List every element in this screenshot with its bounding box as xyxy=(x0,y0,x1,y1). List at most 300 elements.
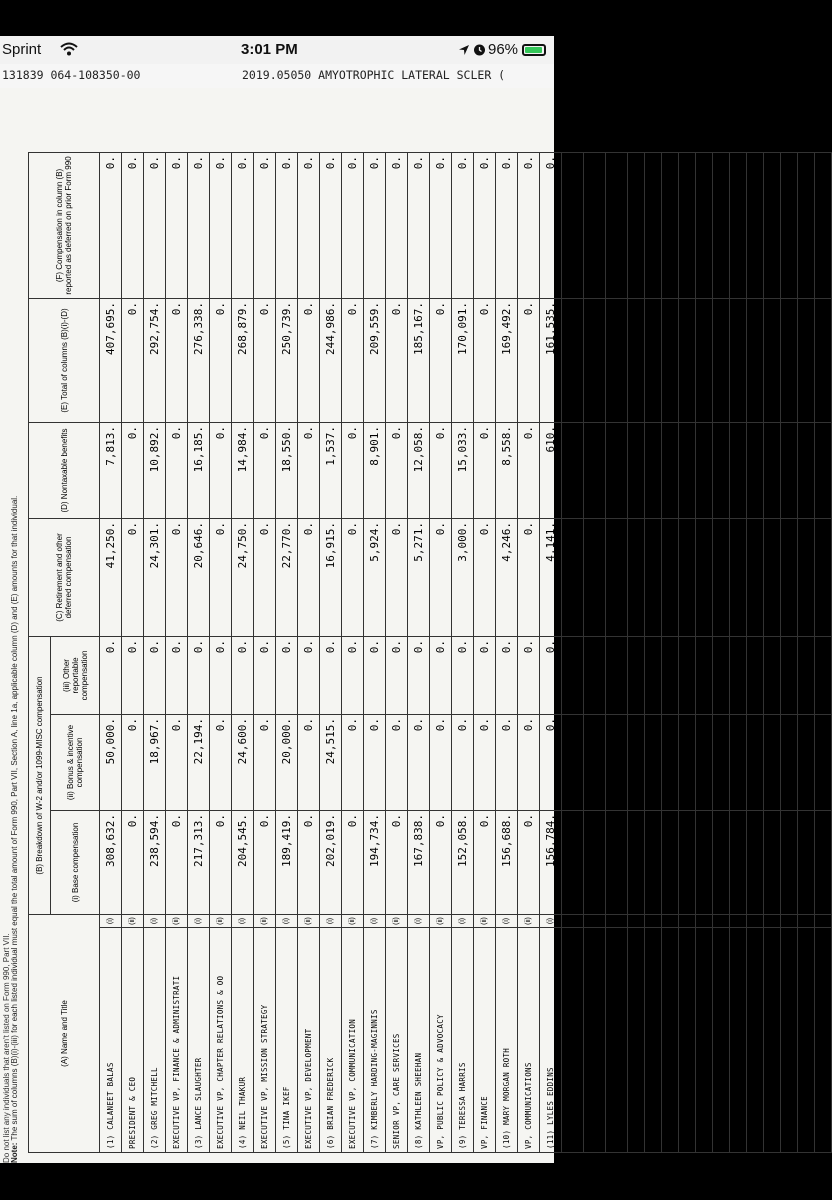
amount-cell: 0. xyxy=(474,518,496,636)
amount-cell: 152,058. xyxy=(452,810,474,914)
table-row xyxy=(386,152,408,1152)
amount-cell: 204,545. xyxy=(232,810,254,914)
note-label: Note: xyxy=(10,1142,19,1163)
table-row xyxy=(364,152,386,1152)
amount-cell: 0. xyxy=(298,810,320,914)
empty-amount-cell xyxy=(781,810,798,914)
row-marker-ii: (ii) xyxy=(430,914,452,927)
amount-cell: 0. xyxy=(474,636,496,714)
row-marker: (ii) xyxy=(679,914,696,927)
amount-cell: 41,250. xyxy=(100,518,122,636)
amount-cell: 0. xyxy=(606,152,628,298)
amount-cell: 0. xyxy=(606,298,628,422)
amount-cell: 4,246. xyxy=(496,518,518,636)
amount-cell: 0. xyxy=(254,152,276,298)
amount-cell: 0. xyxy=(430,152,452,298)
alarm-icon xyxy=(473,43,486,56)
empty-amount-cell xyxy=(781,714,798,810)
amount-cell: 0. xyxy=(518,298,540,422)
amount-cell: 10,892. xyxy=(144,422,166,518)
amount-cell: 0. xyxy=(408,636,430,714)
row-marker-ii: (ii) xyxy=(474,914,496,927)
amount-cell: 0. xyxy=(540,636,562,714)
amount-cell: 0. xyxy=(232,636,254,714)
amount-cell: 24,515. xyxy=(320,714,342,810)
amount-cell: 8,558. xyxy=(496,422,518,518)
amount-cell: 169,492. xyxy=(496,298,518,422)
amount-cell: 0. xyxy=(562,152,584,298)
amount-cell: 18,550. xyxy=(276,422,298,518)
amount-cell: 0. xyxy=(562,422,584,518)
empty-amount-cell xyxy=(798,422,815,518)
amount-cell: 0. xyxy=(496,152,518,298)
form-note-line2 xyxy=(10,496,19,1163)
empty-name-cell xyxy=(679,928,696,1153)
amount-cell: 0. xyxy=(298,518,320,636)
empty-amount-cell xyxy=(815,636,832,714)
amount-cell: 0. xyxy=(562,714,584,810)
amount-cell: 189,419. xyxy=(276,810,298,914)
amount-cell: 0. xyxy=(408,152,430,298)
empty-amount-cell xyxy=(713,810,730,914)
amount-cell: 244,986. xyxy=(320,298,342,422)
person-title: VP, PUBLIC POLICY & ADVOCACY xyxy=(430,928,452,1153)
table-row xyxy=(540,152,562,1152)
empty-row xyxy=(628,152,645,1152)
amount-cell: 0. xyxy=(122,714,144,810)
battery-percent: 96% xyxy=(488,41,519,58)
amount-cell: 0. xyxy=(298,152,320,298)
empty-amount-cell xyxy=(662,298,679,422)
empty-name-cell xyxy=(781,928,798,1153)
empty-amount-cell xyxy=(628,422,645,518)
empty-amount-cell xyxy=(747,810,764,914)
table-row xyxy=(452,152,474,1152)
empty-amount-cell xyxy=(764,152,781,298)
amount-cell: 0. xyxy=(144,636,166,714)
empty-amount-cell xyxy=(662,714,679,810)
org-name-text: 2019.05050 AMYOTROPHIC LATERAL SCLER ( xyxy=(242,68,506,82)
empty-row xyxy=(747,152,764,1152)
row-marker-ii: (ii) xyxy=(386,914,408,927)
amount-cell: 0. xyxy=(122,152,144,298)
empty-amount-cell xyxy=(713,298,730,422)
amount-cell: 3,000. xyxy=(584,518,606,636)
person-title: VP, COMMUNICATIONS xyxy=(518,928,540,1153)
amount-cell: 0. xyxy=(518,714,540,810)
amount-cell: 0. xyxy=(188,636,210,714)
amount-cell: 0. xyxy=(584,714,606,810)
amount-cell: 0. xyxy=(364,636,386,714)
amount-cell: 0. xyxy=(166,298,188,422)
empty-amount-cell xyxy=(730,714,747,810)
amount-cell: 0. xyxy=(386,714,408,810)
amount-cell: 170,091. xyxy=(452,298,474,422)
amount-cell: 5,271. xyxy=(408,518,430,636)
amount-cell: 0. xyxy=(386,636,408,714)
amount-cell: 0. xyxy=(254,422,276,518)
amount-cell: 0. xyxy=(276,636,298,714)
row-marker-ii: (ii) xyxy=(562,914,584,927)
amount-cell: 0. xyxy=(540,152,562,298)
empty-amount-cell xyxy=(662,422,679,518)
empty-amount-cell xyxy=(730,810,747,914)
empty-amount-cell xyxy=(713,636,730,714)
empty-amount-cell xyxy=(781,518,798,636)
empty-amount-cell xyxy=(764,810,781,914)
person-title: PRESIDENT & CEO xyxy=(122,928,144,1153)
row-marker-i: (i) xyxy=(540,914,562,927)
amount-cell: 161,535. xyxy=(540,298,562,422)
empty-amount-cell xyxy=(679,636,696,714)
table-row xyxy=(474,152,496,1152)
empty-amount-cell xyxy=(781,298,798,422)
amount-cell: 0. xyxy=(518,152,540,298)
empty-amount-cell xyxy=(679,810,696,914)
amount-cell: 14,984. xyxy=(232,422,254,518)
amount-cell: 0. xyxy=(562,810,584,914)
empty-amount-cell xyxy=(798,298,815,422)
amount-cell: 12,058. xyxy=(408,422,430,518)
empty-amount-cell xyxy=(798,810,815,914)
empty-amount-cell xyxy=(815,422,832,518)
empty-row xyxy=(713,152,730,1152)
amount-cell: 276,338. xyxy=(188,298,210,422)
empty-amount-cell xyxy=(781,152,798,298)
amount-cell: 0. xyxy=(342,636,364,714)
amount-cell: 0. xyxy=(540,714,562,810)
empty-amount-cell xyxy=(662,636,679,714)
amount-cell: 0. xyxy=(188,152,210,298)
amount-cell: 24,750. xyxy=(232,518,254,636)
amount-cell: 50,000. xyxy=(100,714,122,810)
wifi-icon xyxy=(60,42,78,56)
amount-cell: 0. xyxy=(606,422,628,518)
row-marker-ii: (ii) xyxy=(122,914,144,927)
empty-amount-cell xyxy=(730,636,747,714)
row-marker: (i) xyxy=(730,914,747,927)
amount-cell: 0. xyxy=(298,636,320,714)
empty-amount-cell xyxy=(730,152,747,298)
amount-cell: 0. xyxy=(452,636,474,714)
amount-cell: 22,194. xyxy=(188,714,210,810)
amount-cell: 0. xyxy=(144,152,166,298)
amount-cell: 0. xyxy=(518,422,540,518)
row-marker-ii: (ii) xyxy=(342,914,364,927)
table-row xyxy=(408,152,430,1152)
amount-cell: 0. xyxy=(430,298,452,422)
table-body xyxy=(100,152,832,1152)
person-title: EXECUTIVE VP, FINANCE & ADMINISTRATI xyxy=(166,928,188,1153)
person-name: (7) KIMBERLY HARDING-MAGINNIS xyxy=(364,928,386,1153)
empty-amount-cell xyxy=(628,636,645,714)
amount-cell: 0. xyxy=(254,298,276,422)
table-row xyxy=(298,152,320,1152)
amount-cell: 0. xyxy=(166,810,188,914)
amount-cell: 0. xyxy=(166,518,188,636)
amount-cell: 0. xyxy=(430,636,452,714)
row-marker: (ii) xyxy=(713,914,730,927)
empty-amount-cell xyxy=(747,298,764,422)
empty-amount-cell xyxy=(679,298,696,422)
table-row xyxy=(232,152,254,1152)
row-marker-ii: (ii) xyxy=(606,914,628,927)
amount-cell: 4,141. xyxy=(540,518,562,636)
empty-amount-cell xyxy=(815,518,832,636)
empty-amount-cell xyxy=(798,518,815,636)
table-row xyxy=(276,152,298,1152)
amount-cell: 0. xyxy=(606,714,628,810)
empty-amount-cell xyxy=(815,298,832,422)
amount-cell: 1,229. xyxy=(584,422,606,518)
amount-cell: 0. xyxy=(474,298,496,422)
amount-cell: 0. xyxy=(122,298,144,422)
person-name: (12) MONICA SANTA CRUZ xyxy=(584,928,606,1153)
amount-cell: 0. xyxy=(342,714,364,810)
amount-cell: 0. xyxy=(452,152,474,298)
row-marker-i: (i) xyxy=(100,914,122,927)
row-marker: (i) xyxy=(662,914,679,927)
carrier-label: Sprint xyxy=(2,41,42,58)
amount-cell: 167,838. xyxy=(408,810,430,914)
empty-name-cell xyxy=(764,928,781,1153)
location-icon xyxy=(458,44,470,56)
empty-row xyxy=(764,152,781,1152)
table-row xyxy=(188,152,210,1152)
empty-amount-cell xyxy=(628,518,645,636)
empty-amount-cell xyxy=(713,152,730,298)
empty-amount-cell xyxy=(645,714,662,810)
table-row xyxy=(144,152,166,1152)
row-marker: (ii) xyxy=(645,914,662,927)
amount-cell: 0. xyxy=(166,422,188,518)
empty-name-cell xyxy=(798,928,815,1153)
amount-cell: 0. xyxy=(342,422,364,518)
column-header-nontaxable: (D) Nontaxable benefits xyxy=(29,422,100,518)
amount-cell: 0. xyxy=(122,422,144,518)
empty-amount-cell xyxy=(628,714,645,810)
amount-cell: 0. xyxy=(232,152,254,298)
empty-amount-cell xyxy=(747,636,764,714)
empty-amount-cell xyxy=(815,152,832,298)
amount-cell: 0. xyxy=(298,422,320,518)
table-row xyxy=(210,152,232,1152)
status-bar xyxy=(0,36,554,64)
amount-cell: 202,019. xyxy=(320,810,342,914)
amount-cell: 0. xyxy=(430,518,452,636)
person-name: (1) CALANEET BALAS xyxy=(100,928,122,1153)
amount-cell: 0. xyxy=(254,810,276,914)
column-header-name: (A) Name and Title xyxy=(29,914,100,1152)
amount-cell: 0. xyxy=(210,518,232,636)
amount-cell: 0. xyxy=(562,298,584,422)
row-marker-i: (i) xyxy=(408,914,430,927)
empty-row xyxy=(730,152,747,1152)
row-marker: (ii) xyxy=(781,914,798,927)
person-name: (11) LYLES EDDINS xyxy=(540,928,562,1153)
amount-cell: 0. xyxy=(386,518,408,636)
empty-amount-cell xyxy=(628,810,645,914)
empty-name-cell xyxy=(815,928,832,1153)
row-marker-i: (i) xyxy=(452,914,474,927)
empty-amount-cell xyxy=(798,714,815,810)
scanned-page xyxy=(0,88,827,1163)
amount-cell: 1,537. xyxy=(320,422,342,518)
amount-cell: 0. xyxy=(474,810,496,914)
empty-amount-cell xyxy=(798,152,815,298)
table-row xyxy=(562,152,584,1152)
empty-amount-cell xyxy=(696,714,713,810)
row-marker: (i) xyxy=(696,914,713,927)
empty-amount-cell xyxy=(815,714,832,810)
empty-name-cell xyxy=(696,928,713,1153)
empty-amount-cell xyxy=(764,518,781,636)
person-title: EXECUTIVE VP, COMMUNICATION xyxy=(342,928,364,1153)
person-name: (6) BRIAN FREDERICK xyxy=(320,928,342,1153)
amount-cell: 268,879. xyxy=(232,298,254,422)
amount-cell: 0. xyxy=(166,714,188,810)
table-row xyxy=(254,152,276,1152)
amount-cell: 156,688. xyxy=(496,810,518,914)
note-text: The sum of columns (B)(i)-(iii) for each listed individual must equal the total amount of Form 990, Part VII, Section A, line 1a, applicable column (D) and (E) amounts for that individual. xyxy=(10,495,19,1141)
empty-amount-cell xyxy=(747,714,764,810)
battery-icon xyxy=(522,44,546,56)
row-marker: (i) xyxy=(798,914,815,927)
person-title: VP, FINANCE xyxy=(474,928,496,1153)
empty-amount-cell xyxy=(679,714,696,810)
ein-text: 131839 064-108350-00 xyxy=(2,68,141,82)
amount-cell: 0. xyxy=(584,152,606,298)
empty-amount-cell xyxy=(628,152,645,298)
amount-cell: 8,901. xyxy=(364,422,386,518)
amount-cell: 0. xyxy=(474,422,496,518)
row-marker-i: (i) xyxy=(188,914,210,927)
empty-amount-cell xyxy=(713,518,730,636)
empty-row xyxy=(798,152,815,1152)
document-header xyxy=(0,64,554,88)
empty-amount-cell xyxy=(679,518,696,636)
empty-amount-cell xyxy=(730,298,747,422)
empty-amount-cell xyxy=(645,298,662,422)
amount-cell: 0. xyxy=(276,152,298,298)
amount-cell: 0. xyxy=(210,810,232,914)
amount-cell: 0. xyxy=(298,298,320,422)
amount-cell: 0. xyxy=(342,810,364,914)
amount-cell: 152,502. xyxy=(584,298,606,422)
empty-amount-cell xyxy=(662,152,679,298)
form-note-line1: Do not list any individuals that aren't listed on Form 990, Part VII. xyxy=(2,933,11,1163)
amount-cell: 0. xyxy=(254,714,276,810)
empty-row xyxy=(679,152,696,1152)
table-row xyxy=(166,152,188,1152)
person-title: VP, HUMAN RESOURCES & TALENT MANAGEM xyxy=(606,928,628,1153)
empty-amount-cell xyxy=(645,636,662,714)
empty-row xyxy=(645,152,662,1152)
column-header-breakdown: (B) Breakdown of W-2 and/or 1099-MISC compensation xyxy=(29,636,51,914)
amount-cell: 0. xyxy=(606,810,628,914)
person-title: VP, DEVELOPMENT xyxy=(562,928,584,1153)
empty-amount-cell xyxy=(696,422,713,518)
empty-name-cell xyxy=(713,928,730,1153)
table-row xyxy=(320,152,342,1152)
table-row xyxy=(430,152,452,1152)
empty-amount-cell xyxy=(628,298,645,422)
amount-cell: 0. xyxy=(606,518,628,636)
amount-cell: 308,632. xyxy=(100,810,122,914)
empty-name-cell xyxy=(730,928,747,1153)
empty-amount-cell xyxy=(662,810,679,914)
amount-cell: 0. xyxy=(298,714,320,810)
amount-cell: 0. xyxy=(452,714,474,810)
empty-amount-cell xyxy=(696,636,713,714)
time-label: 3:01 PM xyxy=(241,41,298,58)
amount-cell: 0. xyxy=(518,518,540,636)
amount-cell: 0. xyxy=(430,422,452,518)
table-row xyxy=(518,152,540,1152)
amount-cell: 5,924. xyxy=(364,518,386,636)
amount-cell: 0. xyxy=(342,152,364,298)
amount-cell: 16,185. xyxy=(188,422,210,518)
person-title: EXECUTIVE VP, CHAPTER RELATIONS & OO xyxy=(210,928,232,1153)
row-marker: (i) xyxy=(628,914,645,927)
empty-amount-cell xyxy=(747,152,764,298)
empty-amount-cell xyxy=(645,518,662,636)
amount-cell: 0. xyxy=(210,152,232,298)
amount-cell: 7,813. xyxy=(100,422,122,518)
row-marker-i: (i) xyxy=(320,914,342,927)
row-marker-ii: (ii) xyxy=(210,914,232,927)
amount-cell: 0. xyxy=(430,810,452,914)
amount-cell: 610. xyxy=(540,422,562,518)
column-header-bonus: (ii) Bonus & incentive compensation xyxy=(51,714,100,810)
amount-cell: 0. xyxy=(584,636,606,714)
amount-cell: 0. xyxy=(606,636,628,714)
column-header-base: (i) Base compensation xyxy=(51,810,100,914)
empty-amount-cell xyxy=(764,422,781,518)
amount-cell: 0. xyxy=(342,518,364,636)
empty-amount-cell xyxy=(764,298,781,422)
empty-row xyxy=(696,152,713,1152)
empty-amount-cell xyxy=(662,518,679,636)
table-row xyxy=(122,152,144,1152)
amount-cell: 0. xyxy=(474,152,496,298)
amount-cell: 156,784. xyxy=(540,810,562,914)
empty-amount-cell xyxy=(764,636,781,714)
column-header-total: (E) Total of columns (B)(i)-(D) xyxy=(29,298,100,422)
rotated-form xyxy=(0,88,827,1163)
amount-cell: 209,559. xyxy=(364,298,386,422)
person-title: SENIOR VP, CARE SERVICES xyxy=(386,928,408,1153)
row-marker-i: (i) xyxy=(144,914,166,927)
row-marker-ii: (ii) xyxy=(518,914,540,927)
amount-cell: 238,594. xyxy=(144,810,166,914)
table-row xyxy=(100,152,122,1152)
amount-cell: 0. xyxy=(210,636,232,714)
amount-cell: 0. xyxy=(408,714,430,810)
amount-cell: 0. xyxy=(166,152,188,298)
empty-amount-cell xyxy=(645,810,662,914)
amount-cell: 24,600. xyxy=(232,714,254,810)
empty-row xyxy=(815,152,832,1152)
amount-cell: 0. xyxy=(100,152,122,298)
amount-cell: 0. xyxy=(386,152,408,298)
amount-cell: 0. xyxy=(122,636,144,714)
empty-name-cell xyxy=(645,928,662,1153)
empty-row xyxy=(781,152,798,1152)
empty-amount-cell xyxy=(781,636,798,714)
person-name: (2) GREG MITCHELL xyxy=(144,928,166,1153)
table-row xyxy=(584,152,606,1152)
